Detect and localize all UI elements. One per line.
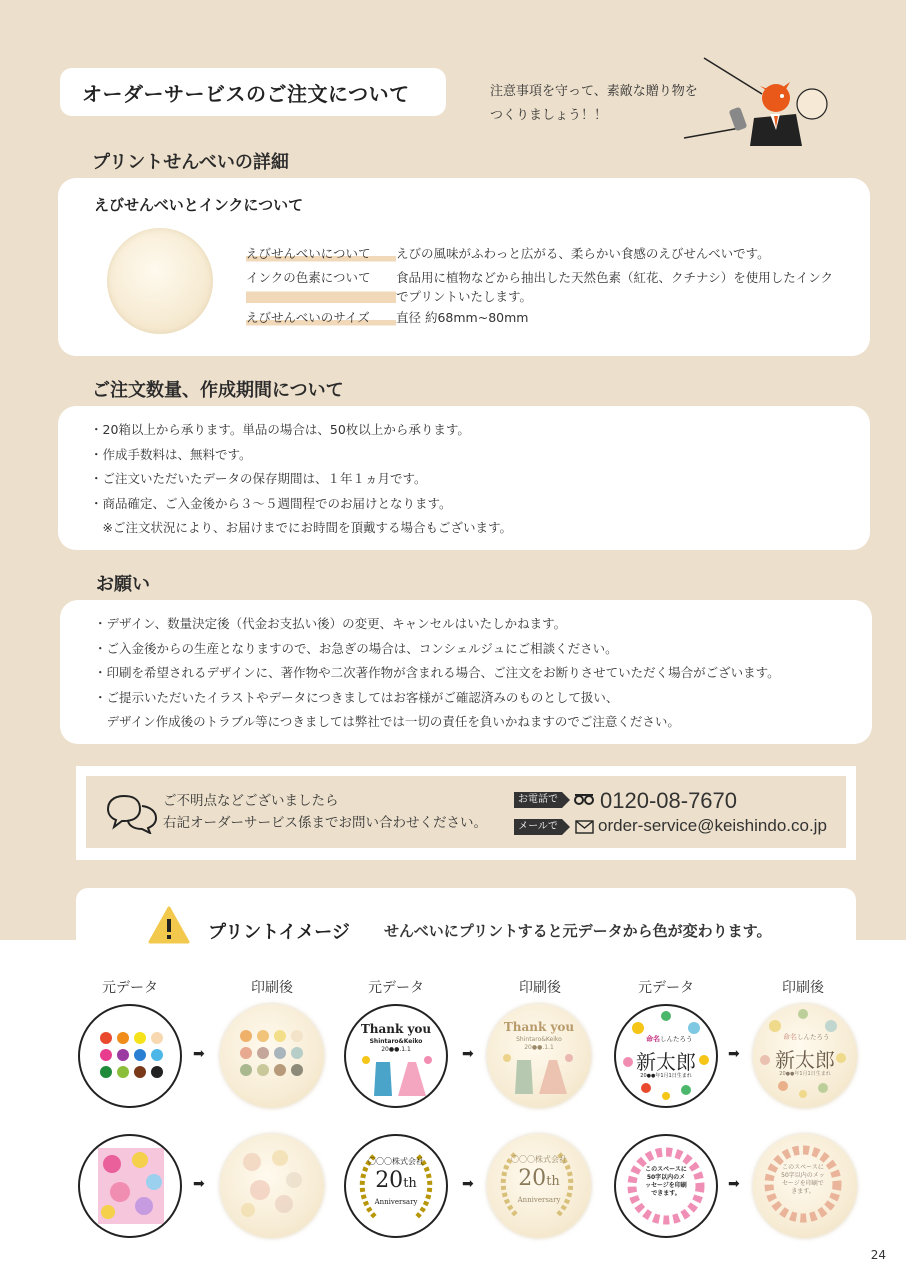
list-item: ・ご提示いただいたイラストやデータにつきましてはお客様がご確認済みのものとして扱い、 [94, 689, 619, 705]
detail-row-value: 直径 約68mm~80mm [396, 310, 529, 325]
phone-number[interactable]: 0120-08-7670 [600, 788, 738, 813]
color-dot [291, 1047, 303, 1059]
detail-row-label: インクの色素について [246, 268, 396, 306]
anniv-number [487, 1166, 591, 1195]
original-thank-you [344, 1004, 448, 1108]
name-label: 命名 [783, 1033, 797, 1041]
arrow-right-icon: ➡ [462, 1176, 474, 1192]
color-dot [240, 1064, 252, 1076]
label-original-3: 元データ [638, 980, 694, 996]
color-dot [257, 1047, 269, 1059]
anniv-company: 〇〇〇株式会社 [511, 1155, 567, 1164]
intro-line-2: つくりましょう！！ [490, 108, 608, 123]
arrow-right-icon: ➡ [728, 1046, 740, 1062]
detail-row-size [246, 308, 846, 327]
thank-you-date: 20●●.1.1 [381, 1046, 411, 1053]
name-kana: しんたろう [660, 1035, 693, 1043]
list-item: ・デザイン、数量決定後（代金お支払い後）の変更、キャンセルはいたしかねます。 [94, 616, 567, 631]
detail-row-value: 食品用に植物などから抽出した天然色素（紅花、クチナシ）を使用したインクでプリントいたします。 [396, 270, 834, 304]
email-address[interactable]: order-service@keishindo.co.jp [598, 816, 827, 835]
thank-you-names: Shintaro&Keiko [369, 1038, 423, 1045]
list-item: ・商品確定、ご入金後から３～５週間程でのお届けとなります。 [90, 495, 452, 511]
arrow-right-icon: ➡ [462, 1046, 474, 1062]
arrow-right-icon: ➡ [728, 1176, 740, 1192]
label-original-1: 元データ [102, 980, 158, 996]
free-dial-icon [574, 794, 594, 806]
detail-row-ink [246, 268, 842, 306]
name-label: 命名 [646, 1035, 660, 1043]
print-image-note: せんべいにプリントすると元データから色が変わります。 [384, 922, 772, 940]
floral-pattern-illustration [220, 1134, 320, 1234]
color-dot [274, 1064, 286, 1076]
name-main: 新太郎 [775, 1048, 835, 1072]
detail-row-cracker [246, 244, 846, 263]
printed-color-dots [220, 1004, 324, 1108]
detail-row-label: えびせんべいについて [246, 244, 396, 263]
color-dot [117, 1032, 129, 1044]
thank-you-date: 20●●.1.1 [524, 1044, 554, 1051]
color-dot [100, 1049, 112, 1061]
phone-tag: お電話で [514, 792, 562, 808]
original-anniversary [344, 1134, 448, 1238]
label-printed-2: 印刷後 [519, 980, 561, 996]
color-dot [134, 1066, 146, 1078]
message-space-text: このスペースに50字以内のメッセージを印刷できます。 [781, 1164, 825, 1195]
contact-text [163, 790, 487, 834]
anniv-th: th [546, 1174, 560, 1189]
color-dot [151, 1066, 163, 1078]
color-dot [257, 1064, 269, 1076]
wedding-couple-illustration [501, 1052, 575, 1096]
contact-line-2: 右記オーダーサービス係までお問い合わせください。 [163, 815, 487, 831]
page-title-text: オーダーサービスのご注文について [82, 81, 410, 106]
label-printed-1: 印刷後 [251, 980, 293, 996]
request-heading: お願い [96, 574, 150, 595]
baby-toys-border [616, 1006, 716, 1106]
wedding-couple-illustration [360, 1054, 434, 1098]
printed-anniversary [487, 1134, 591, 1238]
name-main: 新太郎 [636, 1050, 696, 1074]
intro-text [490, 80, 698, 128]
list-item: ・印刷を希望されるデザインに、著作物や二次著作物が含まれる場合、ご注文をお断りさせていただく場合がございます。 [94, 665, 780, 680]
printed-thank-you [487, 1004, 591, 1108]
baby-toys-border [753, 1004, 853, 1104]
order-list [90, 418, 512, 541]
list-item: ・ご注文いただいたデータの保存期間は、１年１ヵ月です。 [90, 471, 427, 486]
anniv-word: Anniversary [374, 1198, 418, 1206]
color-dot [117, 1049, 129, 1061]
contact-line-1: ご不明点などございましたら [163, 793, 339, 809]
shrimp-mascot-illustration [680, 56, 830, 150]
warning-icon [148, 906, 190, 944]
anniv-num: 20 [375, 1168, 404, 1193]
color-dot [257, 1030, 269, 1042]
chat-bubbles-icon [106, 792, 158, 834]
detail-row-label: えびせんべいのサイズ [246, 308, 396, 327]
anniv-th: th [403, 1176, 417, 1191]
name-date: 20●●年1月1日生まれ [640, 1073, 692, 1079]
color-dot [117, 1066, 129, 1078]
list-item: ・作成手数料は、無料です。 [90, 446, 252, 462]
list-item: ※ご注文状況により、お届けまでにお時間を頂戴する場合もございます。 [90, 520, 512, 535]
color-dot [100, 1066, 112, 1078]
floral-pattern-illustration [80, 1136, 180, 1236]
color-dot [100, 1032, 112, 1044]
printed-floral-pattern [220, 1134, 324, 1238]
anniv-word: Anniversary [517, 1196, 561, 1204]
page-title [60, 68, 446, 116]
anniv-num: 20 [518, 1166, 547, 1191]
name-date: 20●●年1月1日生まれ [779, 1071, 831, 1077]
anniv-number [346, 1168, 446, 1197]
color-dot [151, 1049, 163, 1061]
order-heading: ご注文数量、作成期間について [92, 380, 344, 401]
mail-icon [575, 820, 594, 834]
color-dot [274, 1030, 286, 1042]
original-color-dots [78, 1004, 182, 1108]
name-kana: しんたろう [797, 1033, 830, 1041]
thank-you-text: Thank you [503, 1020, 575, 1034]
thank-you-names: Shintaro&Keiko [516, 1036, 562, 1043]
thank-you-text: Thank you [360, 1022, 432, 1036]
printed-baby-name [753, 1004, 857, 1108]
color-dot [134, 1049, 146, 1061]
original-message-space [614, 1134, 718, 1238]
color-dot [134, 1032, 146, 1044]
label-printed-3: 印刷後 [782, 980, 824, 996]
anniv-company: 〇〇〇株式会社 [368, 1157, 424, 1166]
list-item: デザイン作成後のトラブル等につきましては弊社では一切の責任を負いかねますのでご注意ください。 [94, 714, 680, 729]
color-dot [291, 1064, 303, 1076]
print-image-heading: プリントイメージ [208, 922, 350, 943]
arrow-right-icon: ➡ [193, 1176, 205, 1192]
detail-row-value: えびの風味がふわっと広がる、柔らかい食感のえびせんべいです。 [396, 246, 770, 261]
original-floral-pattern [78, 1134, 182, 1238]
detail-sub-heading: えびせんべいとインクについて [94, 196, 304, 214]
color-dot [291, 1030, 303, 1042]
printed-message-space [753, 1134, 857, 1238]
color-dot [240, 1030, 252, 1042]
message-space-text: このスペースに50字以内のメッセージを印刷できます。 [645, 1166, 687, 1197]
arrow-right-icon: ➡ [193, 1046, 205, 1062]
original-baby-name [614, 1004, 718, 1108]
mail-tag: メールで [514, 819, 562, 835]
color-dot [240, 1047, 252, 1059]
detail-heading: プリントせんべいの詳細 [92, 152, 289, 173]
color-dot [274, 1047, 286, 1059]
color-dot [151, 1032, 163, 1044]
shrimp-cracker-image [107, 228, 213, 334]
page-number: 24 [870, 1248, 886, 1262]
request-list [94, 612, 780, 735]
list-item: ・20箱以上から承ります。単品の場合は、50枚以上から承ります。 [90, 422, 470, 437]
intro-line-1: 注意事項を守って、素敵な贈り物を [490, 84, 698, 99]
list-item: ・ご入金後からの生産となりますので、お急ぎの場合は、コンシェルジュにご相談ください。 [94, 640, 618, 656]
label-original-2: 元データ [368, 980, 424, 996]
